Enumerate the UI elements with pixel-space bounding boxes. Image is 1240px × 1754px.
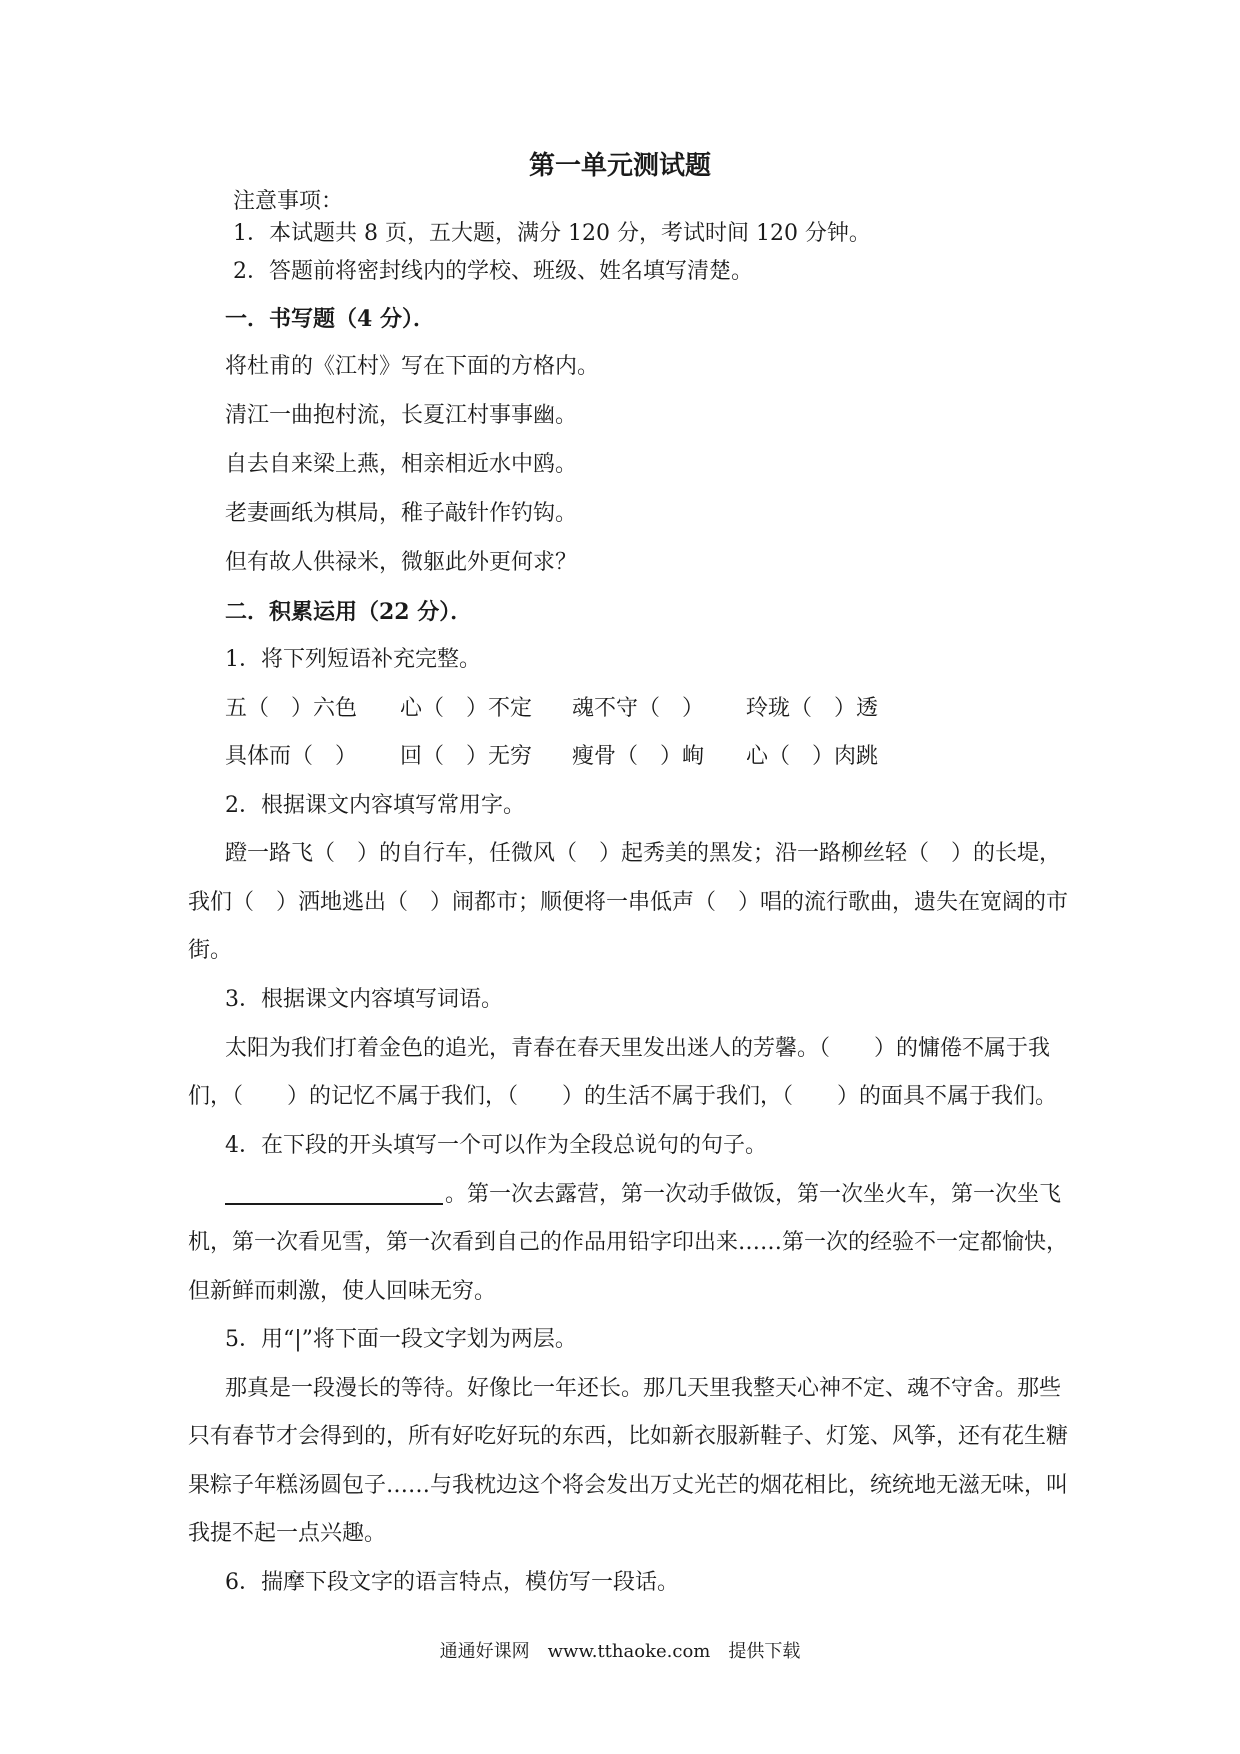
q4-line: 但新鲜而刺激，使人回味无穷。 — [188, 1279, 497, 1304]
q4-prompt: 4．在下段的开头填写一个可以作为全段总说句的句子。 — [225, 1133, 767, 1158]
section1-instruction: 将杜甫的《江村》写在下面的方格内。 — [225, 354, 600, 379]
section2-heading: 二．积累运用（22 分）． — [225, 599, 473, 625]
answer-blank[interactable] — [225, 1203, 443, 1205]
section1-heading: 一．书写题（4 分）． — [225, 306, 435, 332]
q1-phrase: 心（ ）肉跳 — [746, 744, 879, 769]
q1-phrase: 玲珑（ ）透 — [746, 696, 879, 721]
q1-phrase: 五（ ）六色 — [225, 696, 358, 721]
page-footer: 通通好课网 www.tthaoke.com 提供下载 — [439, 1641, 801, 1662]
notice-item: 2．答题前将密封线内的学校、班级、姓名填写清楚。 — [233, 259, 753, 284]
q5-line: 果粽子年糕汤圆包子……与我枕边这个将会发出万丈光芒的烟花相比，统统地无滋无味，叫 — [188, 1473, 1069, 1498]
q2-line: 我们（ ）洒地逃出（ ）闹都市；顺便将一串低声（ ）唱的流行歌曲，遗失在宽阔的市 — [188, 890, 1069, 915]
q1-phrase: 回（ ）无穷 — [400, 744, 533, 769]
q1-row — [0, 694, 1240, 724]
q5-line: 只有春节才会得到的，所有好吃好玩的东西，比如新衣服新鞋子、灯笼、风筝，还有花生糖 — [188, 1424, 1069, 1449]
notice-item: 1．本试题共 8 页，五大题，满分 120 分，考试时间 120 分钟。 — [233, 221, 871, 246]
q1-phrase: 瘦骨（ ）峋 — [572, 744, 705, 769]
q4-line — [225, 1180, 1061, 1210]
q2-line: 蹬一路飞（ ）的自行车，任微风（ ）起秀美的黑发；沿一路柳丝轻（ ）的长堤， — [225, 841, 1062, 866]
poem-line: 清江一曲抱村流，长夏江村事事幽。 — [225, 403, 578, 428]
q1-phrase: 魂不守（ ） — [572, 696, 705, 721]
q5-line: 我提不起一点兴趣。 — [188, 1521, 387, 1546]
q2-prompt: 2．根据课文内容填写常用字。 — [225, 793, 525, 818]
q4-line-text: 。第一次去露营，第一次动手做饭，第一次坐火车，第一次坐飞 — [445, 1182, 1062, 1207]
q3-line: 们，（ ）的记忆不属于我们，（ ）的生活不属于我们，（ ）的面具不属于我们。 — [188, 1084, 1058, 1109]
q2-line: 街。 — [188, 938, 233, 963]
poem-line: 老妻画纸为棋局，稚子敲针作钓钩。 — [225, 501, 578, 526]
page-title: 第一单元测试题 — [528, 151, 711, 181]
q5-line: 那真是一段漫长的等待。好像比一年还长。那几天里我整天心神不定、魂不守舍。那些 — [225, 1376, 1062, 1401]
q6-prompt: 6．揣摩下段文字的语言特点，模仿写一段话。 — [225, 1570, 679, 1595]
poem-line: 但有故人供禄米，微躯此外更何求？ — [225, 550, 578, 575]
poem-line: 自去自来梁上燕，相亲相近水中鸥。 — [225, 452, 578, 477]
q1-phrase: 具体而（ ） — [225, 744, 358, 769]
q4-line: 机，第一次看见雪，第一次看到自己的作品用铅字印出来……第一次的经验不一定都愉快， — [188, 1230, 1069, 1255]
q1-prompt: 1．将下列短语补充完整。 — [225, 647, 481, 672]
q3-prompt: 3．根据课文内容填写词语。 — [225, 987, 503, 1012]
q1-phrase: 心（ ）不定 — [400, 696, 533, 721]
q1-row — [0, 742, 1240, 772]
q5-prompt: 5．用“|”将下面一段文字划为两层。 — [225, 1327, 577, 1352]
q3-line: 太阳为我们打着金色的追光，青春在春天里发出迷人的芳馨。（ ）的慵倦不属于我 — [225, 1036, 1051, 1061]
notice-heading: 注意事项： — [233, 189, 344, 214]
